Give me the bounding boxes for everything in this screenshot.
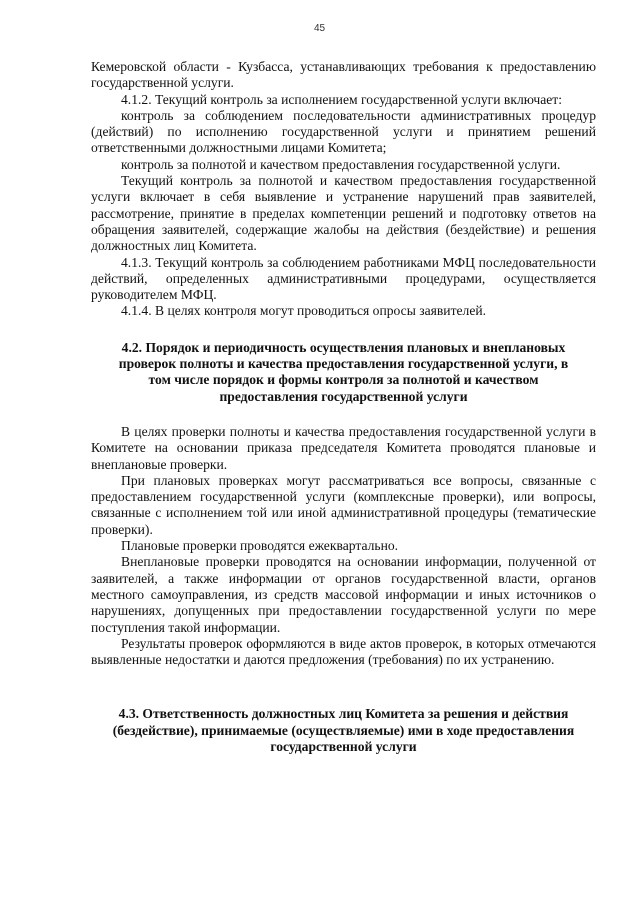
- paragraph: Текущий контроль за полнотой и качеством предоставления государственной услуги включает в себя выявление и устранение нарушений прав заявителей, рассмотрение, принятие в пределах компетенции решений и подготовку ответов на обращения заявителей, содержащие жалобы на действия (бездействие) и решения должностных лиц Комитета.: [91, 173, 596, 254]
- paragraph-4-1-4: 4.1.4. В целях контроля могут проводиться опросы заявителей.: [121, 303, 487, 319]
- paragraph-4-1-2: 4.1.2. Текущий контроль за исполнением государственной услуги включает:: [121, 91, 562, 107]
- page-number: 45: [313, 23, 326, 34]
- paragraph: В целях проверки полноты и качества предоставления государственной услуги в Комитете на основании приказа председателя Комитета проводятся плановые и внеплановые проверки.: [91, 423, 596, 472]
- paragraph: Результаты проверок оформляются в виде актов проверок, в которых отмечаются выявленные недостатки и даются предложения (требования) по их устранению.: [91, 635, 596, 668]
- paragraph: контроль за соблюдением последовательности административных процедур (действий) по исполнению государственной услуги и принятием решений ответственными должностными лицами Комитета;: [91, 107, 596, 156]
- paragraph: При плановых проверках могут рассматриваться все вопросы, связанные с предоставлением государственной услуги (комплексные проверки), или вопросы, связанные с исполнением той или иной административной процедуры (тематические проверки).: [91, 472, 596, 537]
- section-heading-4-2: 4.2. Порядок и периодичность осуществления плановых и внеплановых проверок полноты и качества предоставления государственной услуги, в том числе порядок и формы контроля за полнотой и качеством предоставления государственной услуги: [118, 339, 569, 404]
- paragraph-4-1-3: 4.1.3. Текущий контроль за соблюдением работниками МФЦ последовательности действий, определенных административными процедурами, осуществляется руководителем МФЦ.: [91, 254, 596, 303]
- document-body: [91, 59, 596, 755]
- paragraph: Внеплановые проверки проводятся на основании информации, полученной от заявителей, а также информации от органов государственной власти, органов местного самоуправления, из средств массовой информации и иных источников о нарушениях, допущенных при предоставлении государственной услуги по мере поступления такой информации.: [91, 554, 596, 635]
- paragraph: контроль за полнотой и качеством предоставления государственной услуги.: [121, 156, 561, 172]
- paragraph: Плановые проверки проводятся ежеквартально.: [121, 538, 399, 554]
- section-heading-4-3: 4.3. Ответственность должностных лиц Комитета за решения и действия (бездействие), принимаемые (осуществляемые) ими в ходе предоставления государственной услуги: [112, 706, 575, 754]
- paragraph: Кемеровской области - Кузбасса, устанавливающих требования к предоставлению государственной услуги.: [91, 59, 596, 91]
